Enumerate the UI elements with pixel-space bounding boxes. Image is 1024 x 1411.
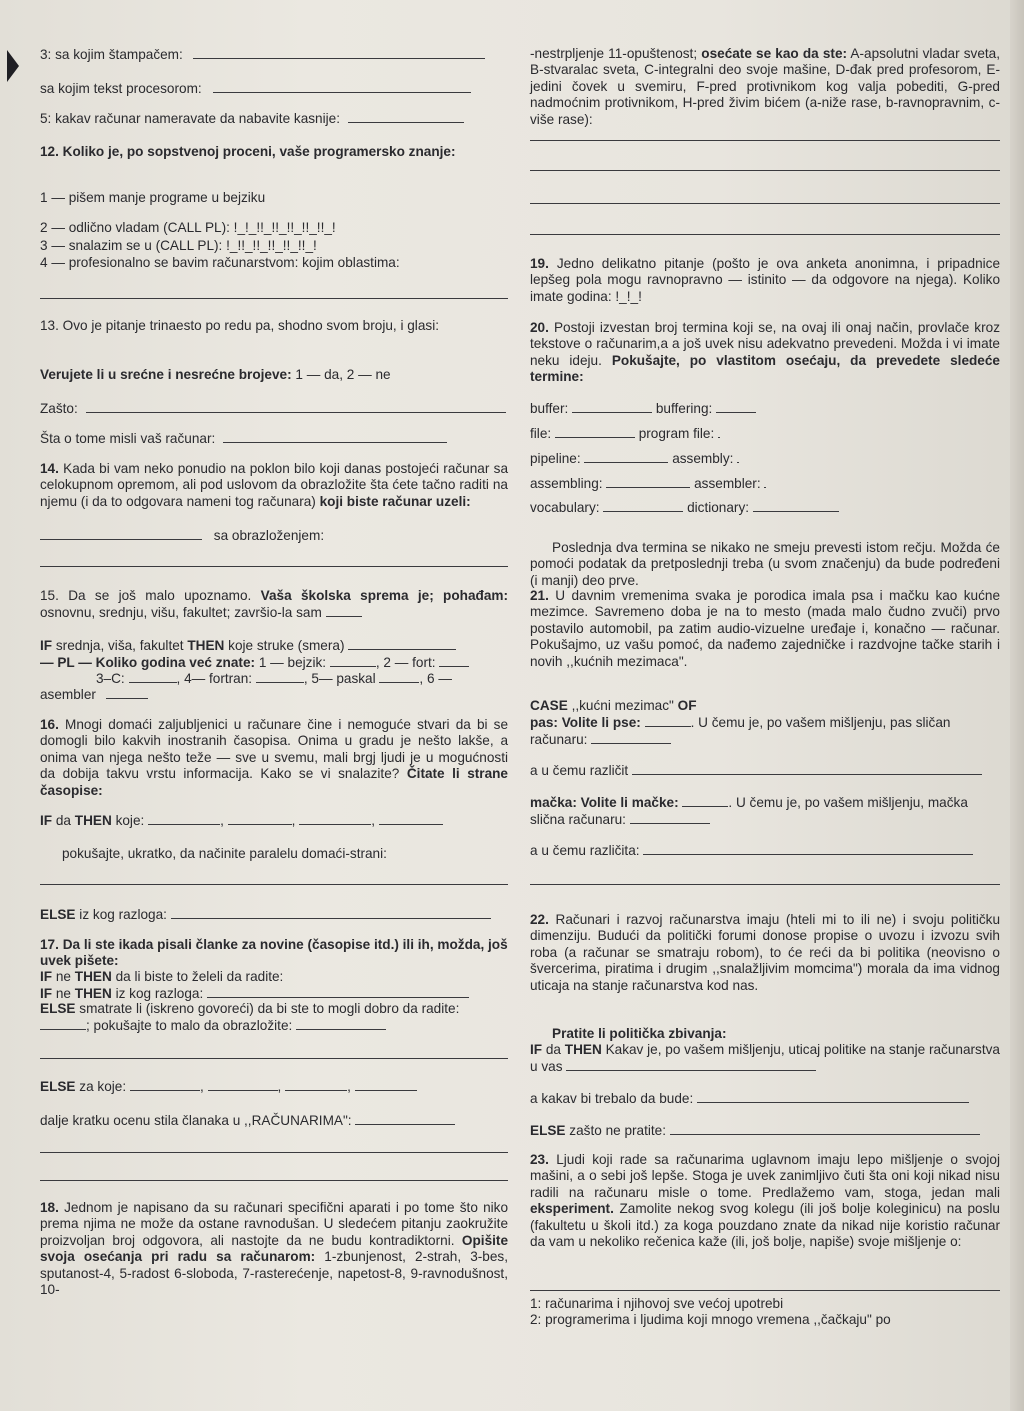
q16-journal-field-1[interactable] — [148, 812, 220, 825]
q17-if1-then: THEN — [74, 969, 112, 984]
q17-line-2[interactable] — [40, 1180, 508, 1181]
pl-row-1: — PL — Koliko godina već znate: 1 — bejzik: , 2 — fort: — [40, 654, 508, 671]
macka-field[interactable] — [682, 794, 728, 807]
q14-answer-line[interactable] — [40, 566, 508, 567]
macka-question — [530, 794, 1000, 829]
q3-wordproc-field[interactable] — [213, 80, 471, 93]
q17-obraz: ; pokušajte to malo da obrazložite: — [86, 1018, 293, 1034]
racunar-misli-row — [40, 430, 447, 447]
macka-similar-field[interactable] — [630, 811, 710, 824]
term-file-field[interactable] — [555, 425, 635, 438]
q3-wordproc-row — [40, 80, 471, 97]
q17-else-koje-row: ELSE za koje: , , , — [40, 1078, 417, 1095]
q15-if-keyword: IF — [40, 638, 53, 653]
q12-option-3[interactable]: 3 — snalazim se u (CALL PL): !_!!_!!_!!_!!_!!_! — [40, 238, 317, 253]
q22-else-field[interactable] — [670, 1122, 980, 1135]
q17-if2-then: THEN — [74, 986, 112, 1001]
macka-razlicita-label: a u čemu različita: — [530, 843, 640, 858]
q17-if1-ne: ne — [55, 969, 71, 984]
q15-question — [40, 588, 508, 622]
q16-then-keyword: THEN — [74, 813, 112, 828]
q15-struka-field[interactable] — [348, 637, 456, 650]
q17-if1-row — [40, 969, 283, 985]
term-row-file — [530, 425, 720, 442]
q17-if2-row — [40, 985, 469, 1002]
q17-else-tail: smatrate li (iskreno govoreći) da bi ste to mogli dobro da radite: — [79, 1001, 460, 1016]
q17-koje-field-3[interactable] — [285, 1078, 347, 1091]
q16-journal-field-4[interactable] — [379, 812, 443, 825]
pl-paskal-field[interactable] — [379, 670, 419, 683]
case-mezimac: ,,kućni mezimac" — [571, 698, 674, 713]
q22-if-line — [530, 1042, 1000, 1076]
q15-if-text: srednja, viša, fakultet — [55, 638, 184, 653]
q12-question: 12. Koliko je, po sopstvenoj proceni, vaše programersko znanje: — [40, 144, 456, 159]
pl-fortran-label: 4— fortran: — [184, 671, 253, 686]
q12-option-1[interactable]: 1 — pišem manje programe u bejziku — [40, 190, 266, 205]
term-vocabulary-field[interactable] — [603, 499, 683, 512]
q19-number: 19. — [530, 256, 549, 271]
q14-text: Kada bi vam neko ponudio na poklon bilo koji danas postojeći računar sa celokupnom opremom, ali pod uslovom da obrazložite šta ćete tačno raditi na njemu (i da to odgovara nameni tog računara) — [40, 461, 509, 509]
term-vocabulary-label: vocabulary: — [530, 500, 600, 515]
case-keyword: CASE — [530, 698, 568, 713]
case-line — [530, 698, 1000, 714]
q22-if-field[interactable] — [566, 1058, 816, 1071]
q17-obraz-field[interactable] — [296, 1017, 386, 1030]
term-buffer-field[interactable] — [572, 400, 652, 413]
q16-journal-field-3[interactable] — [299, 812, 371, 825]
q13-bold: Verujete li u srećne i nesrećne brojeve: — [40, 367, 292, 382]
q17-answer-line[interactable] — [40, 1058, 508, 1059]
q15-number: 15. — [40, 588, 59, 603]
term-assembly-label: assembly: — [672, 451, 734, 466]
q16-answer-line[interactable] — [40, 884, 508, 885]
q20-question — [530, 320, 1000, 386]
term-program-file-field[interactable] — [718, 425, 720, 438]
q18-line-3[interactable] — [530, 203, 1000, 204]
q17-else-field[interactable] — [40, 1017, 86, 1030]
racunar-misli-field[interactable] — [223, 430, 447, 443]
q16-question — [40, 717, 508, 799]
term-assembler-field[interactable] — [764, 475, 766, 488]
zasto-row — [40, 400, 506, 417]
q15-text: Da se još malo upoznamo. — [68, 588, 252, 603]
pl-bejzik-label: 1 — bejzik: — [258, 655, 327, 670]
q22-number: 22. — [530, 912, 549, 927]
q22-bude-field[interactable] — [697, 1090, 969, 1103]
q3-wordproc-label: sa kojim tekst procesorom: — [40, 81, 202, 96]
q16-paralel: pokušajte, ukratko, da načinite paralelu domaći-strani: — [62, 846, 387, 861]
q17-koje-field-4[interactable] — [355, 1078, 417, 1091]
zasto-field[interactable] — [86, 400, 506, 413]
q14-obraz-row — [40, 527, 324, 544]
term-buffering-field[interactable] — [716, 400, 756, 413]
q20-text: Postoji izvestan broj termina koji se, na ovaj ili onaj način, provlače kroz tekstove o računarim,a a još uvek nisu adekvatno prevedeni. Možda i vi imate neku ideju. — [530, 320, 1000, 368]
term-pipeline-field[interactable] — [584, 450, 668, 463]
q12-answer-line[interactable] — [40, 298, 508, 299]
pl-fort-label: 2 — fort: — [383, 655, 436, 670]
macka-razlicita-field[interactable] — [643, 842, 973, 855]
q17-else-keyword: ELSE — [40, 1001, 76, 1016]
q14-tail: sa obrazloženjem: — [213, 528, 325, 543]
term-assembly-field[interactable] — [737, 450, 739, 463]
q16-text: Mnogi domaći zaljubljenici u računare čine i nemoguće stvari da bi se domogli bilo kakvih inostranih časopisa. Onima u gradu je nešto lakše, a onima van njega nešto teže — sve u svemu, mali brgj ljudi je u mogućnosti da dobija takvu vrstu informacija. Kako se vi snalazite? — [40, 717, 509, 782]
q22-text: Računari i razvoj računarstva imaju (hteli mi to ili ne) i svoju političku dimenziju. Budući da politički forumi donose propise o uvozu i izvozu svih roba (a računar se smatraju robom), to će reći da bi politika (neovisno o švercerima, piratima i drugim ,,snalažljivim momcima") morala da ima vidnog uticaja na stanje računarstva kod nas. — [530, 912, 1001, 993]
term-buffering-label: buffering: — [655, 401, 713, 416]
q17-question — [40, 937, 508, 970]
pl-bejzik-field[interactable] — [330, 654, 376, 667]
q22-if-text: Kakav je, po vašem mišljenju, uticaj politike na stanje računarstva u vas — [530, 1042, 1000, 1075]
q16-else-field[interactable] — [171, 906, 491, 919]
q16-else-text: iz kog razloga: — [79, 907, 167, 922]
q15-then-keyword: THEN — [187, 638, 225, 653]
macka-razlicita-row — [530, 842, 973, 859]
q22-else-row — [530, 1122, 980, 1139]
pl-asembler-label: asembler — [40, 687, 96, 702]
q20-number: 20. — [530, 320, 549, 335]
q17-else-text — [40, 1001, 508, 1035]
q22-bold: Pratite li politička zbivanja: — [552, 1026, 727, 1041]
term-buffer-label: buffer: — [530, 401, 569, 416]
q17-bold: Da li ste ikada pisali članke za novine (časopise itd.) ili ih, možda, još uvek pišete: — [40, 937, 508, 969]
q14-question — [40, 461, 508, 510]
term-row-assembling — [530, 475, 766, 492]
q17-dalje: dalje kratku ocenu stila članaka u ,,RAČUNARIMA": — [40, 1113, 352, 1128]
racunar-misli-label: Šta o tome misli vaš računar: — [40, 431, 216, 446]
poslednja-note: Poslednja dva termina se nikako ne smeju prevesti istom rečju. Možda će pomoći podatak da pretposlednji treba (u svom značenju) da bude podređeni (i manji) deo prve. — [530, 540, 1000, 588]
term-program-file-label: program file: — [638, 426, 715, 441]
q17-if2-ne: ne — [55, 986, 71, 1001]
q14-bold: koji biste računar uzeli: — [319, 493, 471, 509]
q22-da: da — [545, 1042, 561, 1057]
q14-computer-field[interactable] — [40, 527, 202, 540]
q16-bold: Čitate li strane časopise: — [40, 766, 508, 798]
pl-paskal-label: 5— paskal — [311, 671, 376, 686]
pas-tail: . U čemu je, po vašem mišljenju, pas sličan računaru: — [530, 715, 951, 748]
pl-c-field[interactable] — [129, 670, 177, 683]
q23-answer-line[interactable] — [530, 1290, 1000, 1291]
q16-da: da — [55, 813, 71, 828]
term-dictionary-label: dictionary: — [687, 500, 750, 515]
q3-printer-row — [40, 46, 508, 63]
q22-bude-row — [530, 1090, 969, 1107]
q17-else2-keyword: ELSE — [40, 1079, 76, 1094]
q18-line-2[interactable] — [530, 170, 1000, 171]
q18-line-4[interactable] — [530, 234, 1000, 235]
q17-if1-text: da li biste to želeli da radite: — [115, 969, 284, 984]
pl-c-label: 3–C: — [96, 671, 125, 686]
q16-number: 16. — [40, 717, 59, 732]
q23-item-2: 2: programerima i ljudima koji mnogo vremena ,,čačkaju" po — [530, 1312, 891, 1327]
q17-number: 17. — [40, 937, 59, 952]
q18-question — [40, 1200, 508, 1298]
q18-line-1[interactable] — [530, 140, 1000, 141]
term-assembling-label: assembling: — [530, 476, 603, 491]
q18-text: Jednom je napisano da su računari specifični aparati i po tome što niko prema njima ne može da ostane ravnodušan. U sledećem pitanju zaokružite proizvoljan broj odgovora, ali nastojte da ne budu kontradiktorni. — [40, 1200, 509, 1248]
q22-else-text: zašto ne pratite: — [569, 1123, 667, 1138]
q17-dalje-row — [40, 1112, 455, 1129]
q14-number: 14. — [40, 461, 59, 476]
q20-bold: Pokušajte, po vlastitom osećaju, da prevedete sledeće termine: — [530, 352, 1000, 385]
q22-else-keyword: ELSE — [530, 1123, 566, 1138]
q17-koje-field-2[interactable] — [208, 1078, 278, 1091]
term-dictionary-field[interactable] — [753, 499, 839, 512]
q16-else-keyword: ELSE — [40, 907, 76, 922]
page-marker-triangle-icon — [7, 50, 19, 82]
q13-question: 13. Ovo je pitanje trinaesto po redu pa, shodno svom broju, i glasi: — [40, 318, 439, 333]
q15-field[interactable] — [326, 604, 362, 617]
q15-if-tail: koje struke (smera) — [228, 638, 345, 653]
term-row-vocabulary — [530, 499, 839, 516]
q23-number: 23. — [530, 1152, 549, 1167]
q5-field[interactable] — [348, 110, 464, 123]
q5-row — [40, 110, 464, 127]
q17-if2-keyword: IF — [40, 986, 53, 1001]
pl-koliko: Koliko godina već znate: — [95, 655, 256, 670]
q13-answers[interactable]: 1 — da, 2 — ne — [295, 367, 391, 382]
term-row-pipeline — [530, 450, 739, 467]
q16-journal-field-2[interactable] — [228, 812, 292, 825]
q22-if-keyword: IF — [530, 1042, 543, 1057]
term-assembler-label: assembler: — [694, 476, 761, 491]
q23-question — [530, 1152, 1000, 1250]
q21-question — [530, 588, 1000, 670]
q17-else-koje: za koje: — [79, 1079, 127, 1094]
q12-option-2[interactable]: 2 — odlično vladam (CALL PL): !_!_!!_!!_!!_!!_!!_! — [40, 220, 336, 235]
q12-option-4[interactable]: 4 — profesionalno se bavim računarstvom: kojim oblastima: — [40, 255, 400, 270]
q21-number: 21. — [530, 588, 549, 603]
q21-answer-line[interactable] — [530, 884, 1000, 885]
q18-cont-bold: osećate se kao da ste: — [701, 46, 848, 61]
q15-bold: Vaša školska sprema je; pohađam: — [260, 588, 508, 603]
q17-line-1[interactable] — [40, 1152, 508, 1153]
term-file-label: file: — [530, 426, 552, 441]
q23-text: Ljudi koji rade sa računarima uglavnom imaju lepo mišljenje o svojoj mašini, a o sebi još lepše. Stoga je uvek zanimljivo čuti šta oni koji nikad nisu radili na računaru misle o tome. Predlažemo vam, stoga, jedan mali — [530, 1152, 1000, 1200]
q18-continued — [530, 46, 1000, 128]
q21-text: U davnim vremenima svaka je porodica imala psa i mačku kao kućne mezimce. Savremeno doba je na to mesto (mada malo čudno zvuči) prvo postavilo automobil, pa zatim audio-vizuelne uređaje i, konačno — računar. Pokušajmo, uz vašu pomoć, da nađemo zajedničke i razdvojne tačke starih i novih ,,kućnih mezimaca". — [530, 588, 1000, 669]
q18-number: 18. — [40, 1200, 59, 1215]
q16-else-row — [40, 906, 491, 923]
q19-question — [530, 256, 1000, 305]
term-row-buffer — [530, 400, 756, 417]
pas-razlicit-row — [530, 762, 982, 779]
pl-fortran-field[interactable] — [256, 670, 304, 683]
pas-razlicit-label: a u čemu različit — [530, 763, 629, 778]
q19-text[interactable]: Jedno delikatno pitanje (pošto je ova anketa anonimna, i pripadnice lepšeg pola mogu ravnopravno — istinito — da odgovore na njega). Koliko imate godina: !_!_! — [530, 256, 1001, 304]
page-edge — [1010, 0, 1024, 1411]
q22-question — [530, 912, 1000, 994]
q18-bold: Opišite svoja osećanja pri radu sa računarom: — [40, 1232, 508, 1265]
pas-question — [530, 714, 1000, 749]
pl-asembler-field[interactable] — [106, 686, 148, 699]
q17-if1-keyword: IF — [40, 969, 53, 984]
q5-label: 5: kakav računar nameravate da nabavite kasnije: — [40, 111, 340, 126]
q15-if-row — [40, 637, 456, 654]
pas-bold: pas: Volite li pse: — [530, 715, 641, 730]
q23-tail: Zamolite nekog svog kolegu (ili još bolje koleginicu) na poslu (fakultetu u školi itd.) za koga pouzdano znate da nikad nije koristio računar da vam u nekoliko rečenica kaže (ili, još bolje, napiše) svoje mišljenje o: — [530, 1201, 1000, 1250]
q16-if-row: IF da THEN koje: , , , — [40, 812, 443, 829]
q17-koje-field-1[interactable] — [130, 1078, 200, 1091]
q22-bude-label: a kakav bi trebalo da bude: — [530, 1091, 694, 1106]
macka-bold: mačka: Volite li mačke: — [530, 795, 679, 810]
q16-if-keyword: IF — [40, 813, 53, 828]
pas-field[interactable] — [645, 714, 691, 727]
pl-fort-field[interactable] — [439, 654, 469, 667]
q16-koje: koje: — [115, 813, 145, 828]
macka-tail: . U čemu je, po vašem mišljenju, mačka slična računaru: — [530, 795, 968, 828]
q18-cont-1[interactable]: -nestrpljenje 11-opuštenost; — [530, 46, 698, 61]
pl-6-label: 6 — — [426, 671, 452, 686]
pas-similar-field[interactable] — [591, 731, 671, 744]
q17-if2-field[interactable] — [207, 985, 469, 998]
q23-bold: eksperiment. — [530, 1201, 614, 1217]
q3-printer-label: 3: sa kojim štampačem: — [40, 47, 183, 62]
pl-row-3 — [40, 686, 148, 703]
q17-if2-text: iz kog razloga: — [115, 986, 204, 1001]
q15-tail[interactable]: osnovnu, srednju, višu, fakultet; završio-la sam — [40, 605, 322, 621]
q18-options[interactable]: 1-zbunjenost, 2-strah, 3-bes, sputanost-4, 5-radost 6-sloboda, 7-rasterećenje, napetost-8, 9-ravnodušnost, 10- — [40, 1249, 508, 1298]
q13-row — [40, 367, 391, 383]
q23-item-1: 1: računarima i njihovoj sve većoj upotrebi — [530, 1296, 784, 1311]
pl-prefix: — PL — — [40, 655, 92, 670]
pas-razlicit-field[interactable] — [632, 762, 982, 775]
of-keyword: OF — [677, 698, 697, 713]
q18-cont-2[interactable]: A-apsolutni vladar sveta, B-stvaralac sveta, C-integralni deo svoje mašine, D-đak pred profesorom, E-jedini čovek u svemiru, F-pred protivnikom kog valja pobediti, G-pred nadmoćnim protivnikom, H-pred živim bićem (a-niže rase, b-ravnopravnim, c-više rase): — [530, 46, 1000, 127]
q22-then-keyword: THEN — [564, 1042, 602, 1057]
q3-printer-field[interactable] — [193, 46, 485, 59]
term-assembling-field[interactable] — [606, 475, 690, 488]
zasto-label: Zašto: — [40, 401, 78, 416]
pl-row-2: 3–C: , 4— fortran: , 5— paskal , 6 — — [96, 671, 452, 686]
term-pipeline-label: pipeline: — [530, 451, 581, 466]
q17-dalje-field[interactable] — [355, 1112, 455, 1125]
